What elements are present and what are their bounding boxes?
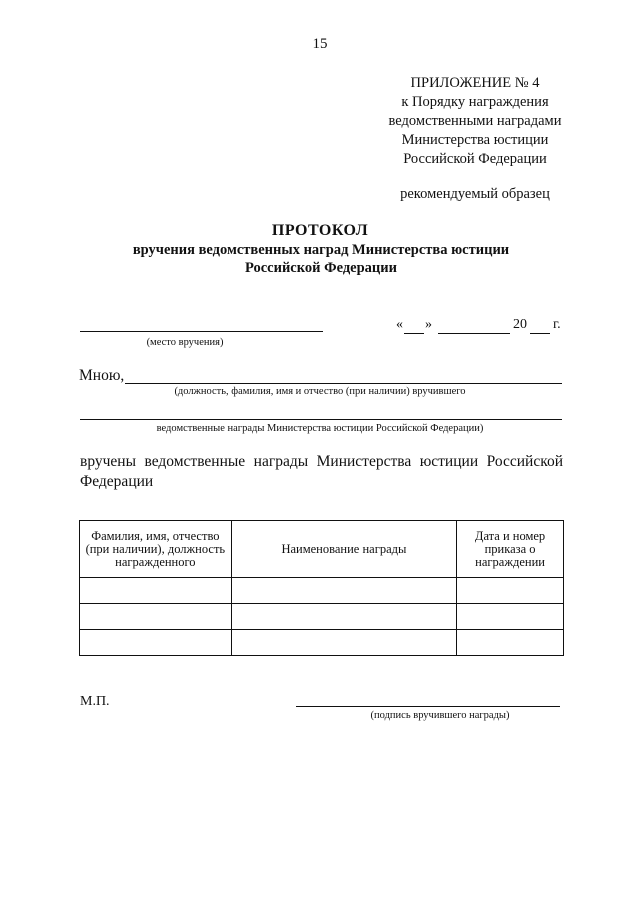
subtitle-line: вручения ведомственных наград Министерства юстиции: [132, 242, 510, 258]
presenter-line-1: [125, 383, 562, 384]
table-cell: [457, 578, 564, 604]
appendix-line: к Порядку награждения: [401, 94, 549, 110]
presenter-caption-2: ведомственные награды Министерства юстиции Российской Федерации): [156, 423, 484, 434]
signature-line: [296, 706, 560, 707]
header-order-date: Дата и номер приказа о награждении: [457, 521, 564, 578]
page-number: 15: [312, 36, 328, 52]
appendix-block: [360, 74, 590, 169]
date-close-quote: »: [425, 317, 432, 332]
appendix-line: Министерства юстиции: [401, 132, 549, 148]
table-cell: [231, 604, 456, 630]
awards-table: [79, 520, 564, 656]
header-recipient: Фамилия, имя, отчество (при наличии), должность награжденного: [80, 521, 232, 578]
presenter-caption-1: (должность, фамилия, имя и отчество (при наличии) вручившего: [174, 386, 466, 397]
document-title: ПРОТОКОЛ: [271, 222, 369, 239]
table-cell: [457, 630, 564, 656]
table-cell: [80, 578, 232, 604]
table-cell: [231, 578, 456, 604]
appendix-line: Российской Федерации: [403, 151, 547, 167]
signature-caption: (подпись вручившего награды): [370, 710, 510, 721]
table-cell: [80, 604, 232, 630]
place-caption: (место вручения): [146, 337, 224, 348]
date-year-prefix: 20: [513, 317, 527, 332]
date-open-quote: «: [396, 317, 403, 332]
table-row: [80, 578, 564, 604]
appendix-title: ПРИЛОЖЕНИЕ № 4: [410, 75, 540, 91]
date-year-suffix: г.: [553, 317, 561, 332]
place-line: [80, 331, 323, 332]
subtitle-line: Российской Федерации: [244, 260, 397, 276]
date-year-line: [530, 333, 550, 334]
statement-text: вручены ведомственные награды Министерства юстиции Российской Федерации: [80, 453, 563, 490]
date-day-line: [404, 333, 424, 334]
table-cell: [80, 630, 232, 656]
sample-label: рекомендуемый образец: [400, 186, 550, 202]
header-award-name: Наименование награды: [231, 521, 456, 578]
presenter-line-2: [80, 419, 562, 420]
table-cell: [457, 604, 564, 630]
table-row: [80, 604, 564, 630]
table-header-row: [80, 521, 564, 578]
date-month-line: [438, 333, 510, 334]
stamp-label: М.П.: [80, 694, 110, 709]
appendix-line: ведомственными наградами: [388, 113, 562, 129]
table-row: [80, 630, 564, 656]
table-cell: [231, 630, 456, 656]
document-subtitle: [80, 241, 562, 277]
presenter-label: Мною,: [79, 367, 125, 384]
